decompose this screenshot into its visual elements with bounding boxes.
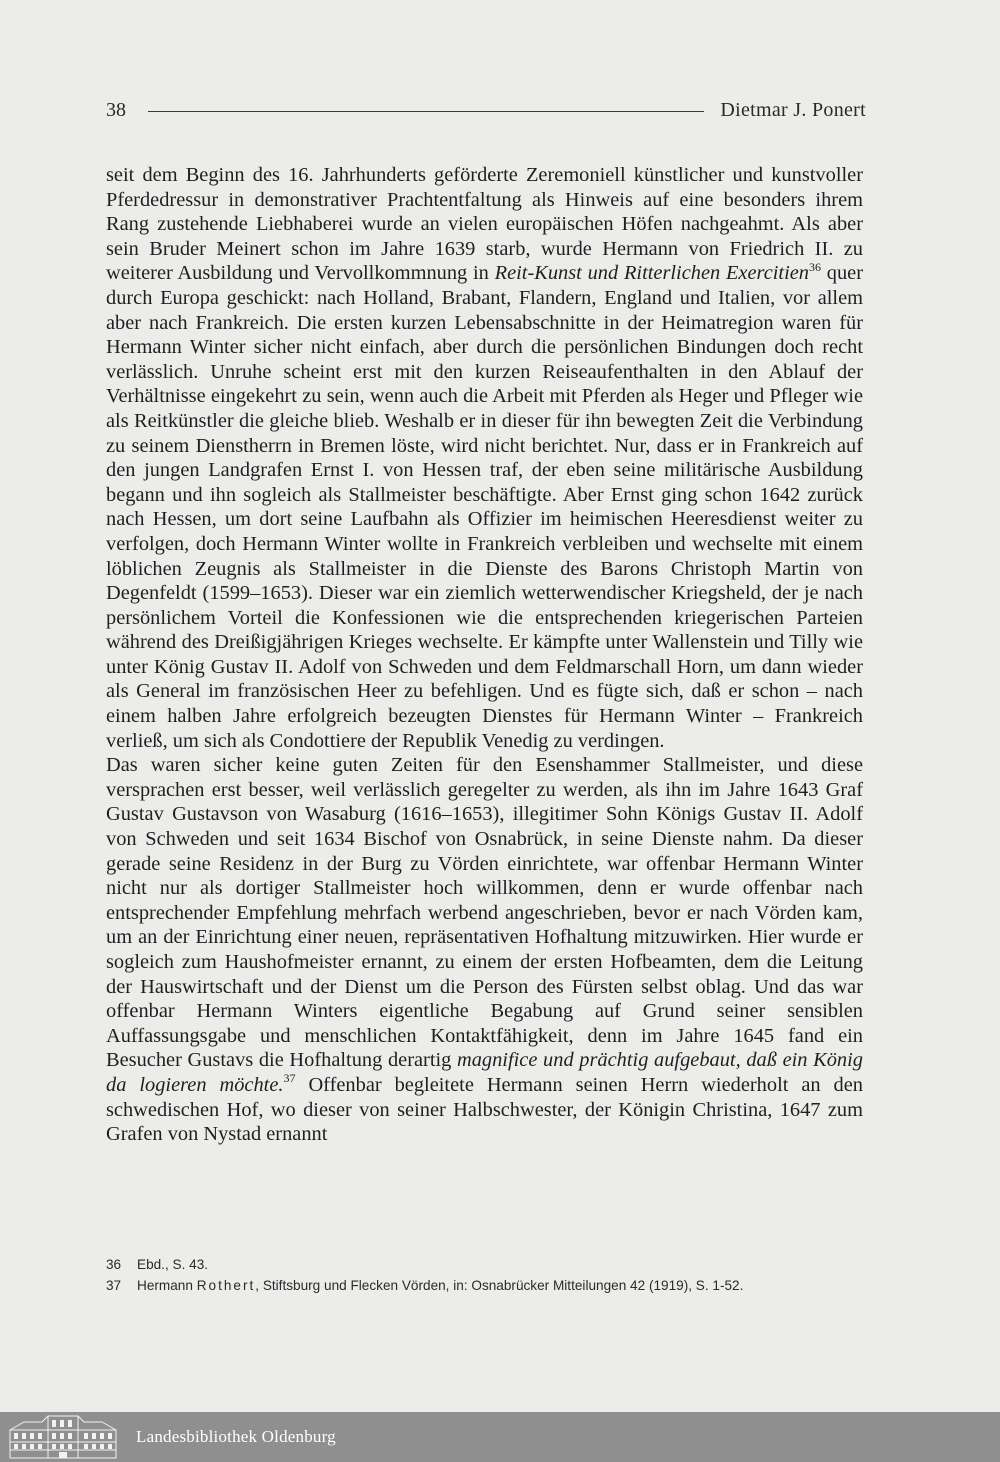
page-number: 38: [106, 98, 126, 121]
footnote-text: [137, 1254, 208, 1275]
footnote-37: [106, 1275, 886, 1296]
footnote-number: 36: [106, 1257, 122, 1272]
footnote-author-surname: Rothert: [196, 1278, 256, 1293]
paragraph-1: [106, 163, 863, 753]
footnote-text-pre: Ebd., S. 43.: [137, 1257, 209, 1272]
footnote-36: [106, 1254, 886, 1275]
header-rule: [148, 111, 704, 112]
paragraph-2-italic: magnifice und prächtig aufgebaut, daß ein König da logieren möchte.: [106, 1049, 863, 1096]
paragraph-2-text-a: Das waren sicher keine guten Zeiten für den Esenshammer Stallmeister, und diese versprachen erst besser, weil verlässlich geregelter zu werden, als ihn im Jahre 1643 Graf Gustav Gustavson von Wasaburg (1616–1653), illegitimer Sohn Königs Gustav II. Adolf von Schweden und seit 1634 Bischof von Osnabrück, in seine Dienste nahm. Da dieser gerade seine Residenz in der Burg zu Vörden einrichtete, war offenbar Hermann Winter nicht nur als dortiger Stallmeister hoch willkommen, denn er wurde offenbar nach entsprechender Empfehlung mehrfach werbend angeschrieben, bevor er nach Vörden kam, um an der Einrichtung einer neuen, repräsentativen Hofhaltung mitzuwirken. Hier wurde er sogleich zum Haushofmeister ernannt, zu einem der ersten Hofbeamten, dem die Leitung der Hauswirtschaft und der Dienst um die Person des Fürsten selbst oblag. Und das war offenbar Hermann Winters eigentliche Begabung auf Grund seiner sensiblen Auffassungsgabe und menschlichen Kontaktfähigkeit, denn im Jahre 1645 fand ein Besucher Gustavs die Hofhaltung derartig: [106, 754, 863, 1072]
footnote-text-post: , Stiftsburg und Flecken Vörden, in: Osnabrücker Mitteilungen 42 (1919), S. 1-52.: [255, 1278, 744, 1293]
paragraph-1-text-b: quer durch Europa geschickt: nach Holland, Brabant, Flandern, England und Italien, vor allem aber nach Frankreich. Die ersten kurzen Lebensabschnitte in der Heimatregion waren für Hermann Winter sicher nicht einfach, aber durch die persönlichen Bindungen doch recht verlässlich. Unruhe scheint erst mit den kurzen Reiseaufenthalten in den Ablauf der Verhältnisse eingekehrt zu sein, wenn auch die Arbeit mit Pferden als Heger und Pfleger wie als Reitkünstler die gleiche blieb. Weshalb er in dieser für ihn bewegten Zeit die Verbindung zu seinem Dienstherrn in Bremen löste, wird nicht berichtet. Nur, dass er in Frankreich auf den jungen Landgrafen Ernst I. von Hessen traf, der eben seine militärische Ausbildung begann und ihn sogleich als Stallmeister beschäftigte. Aber Ernst ging schon 1642 zurück nach Hessen, um dort seine Laufbahn als Offizier im heimischen Heeresdienst weiter zu verfolgen, doch Hermann Winter wollte in Frankreich verbleiben und wechselte mit einem löblichen Zeugnis als Stallmeister in die Dienste des Barons Christoph Martin von Degenfeldt (1599–1653). Dieser war ein ziemlich wetterwendischer Kriegsheld, der je nach persönlichem Vorteil die Konfessionen wie die entsprechenden kriegerischen Parteien während des Dreißigjährigen Krieges wechselte. Er kämpfte unter Wallenstein und Tilly wie unter König Gustav II. Adolf von Schweden und dem Feldmarschall Horn, um dann wieder als General im französischen Heer zu befehligen. Und es fügte sich, daß er schon – nach einem halben Jahre erfolgreich bezeugten Dienstes für Hermann Winter – Frankreich verließ, um sich als Condottiere der Republik Venedig zu verdingen.: [106, 262, 863, 752]
library-footer-bar: [0, 1412, 1000, 1462]
footnote-ref-36[interactable]: 36: [809, 259, 821, 274]
paragraph-2-text-b: Offenbar begleitete Hermann seinen Herrn wiederholt an den schwedischen Hof, wo dieser von seiner Halbschwester, der Königin Christina, 1647 zum Grafen von Nystad ernannt: [106, 1073, 863, 1146]
running-author: Dietmar J. Ponert: [720, 98, 866, 121]
paragraph-2: [106, 753, 863, 1147]
footnote-text-pre: Hermann: [137, 1278, 197, 1293]
paragraph-1-text-a: seit dem Beginn des 16. Jahrhunderts geförderte Zeremoniell künstlicher und kunstvoller Pferdedressur in demonstrativer Prachtentfaltung als Hinweis auf eine besonders ihrem Rang zustehende Liebhaberei wurde an vielen europäischen Höfen nachgeahmt. Als aber sein Bruder Meinert schon im Jahre 1639 starb, wurde Hermann von Friedrich II. zu weiterer Ausbildung und Vervollkommnung in: [106, 164, 863, 285]
library-name[interactable]: Landesbibliothek Oldenburg: [136, 1427, 336, 1446]
paragraph-1-italic: Reit-Kunst und Ritterlichen Exercitien: [494, 262, 809, 285]
footnote-number: 37: [106, 1278, 122, 1293]
main-text: [106, 163, 863, 1147]
library-building-icon: [2, 1412, 124, 1462]
running-header: [106, 96, 866, 124]
footnote-ref-37[interactable]: 37: [283, 1071, 296, 1086]
footnotes: [106, 1254, 886, 1296]
footnote-text: [137, 1275, 743, 1296]
